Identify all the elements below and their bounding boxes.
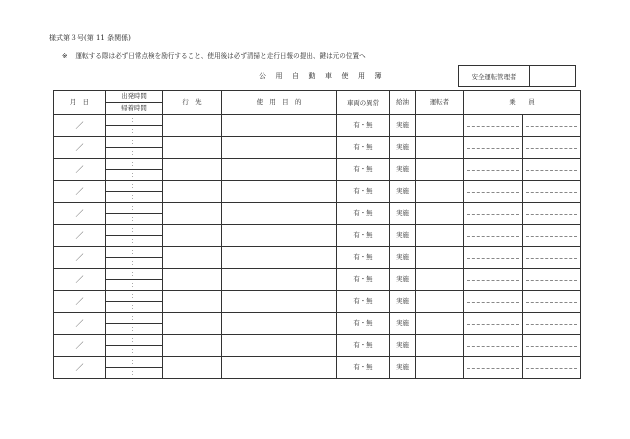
refuel-cell[interactable]: 実施 (390, 181, 416, 203)
passenger-cell[interactable] (523, 181, 581, 203)
header-date: 月 日 (54, 91, 106, 115)
refuel-cell[interactable]: 実施 (390, 335, 416, 357)
destination-cell[interactable] (163, 335, 222, 357)
destination-cell[interactable] (163, 181, 222, 203)
passenger-cell[interactable] (464, 269, 523, 291)
passenger-divider (467, 258, 519, 259)
destination-cell[interactable] (163, 225, 222, 247)
refuel-cell[interactable]: 実施 (390, 313, 416, 335)
return-time-cell[interactable]: ： (106, 170, 163, 181)
passenger-divider (467, 324, 519, 325)
passenger-cell[interactable] (464, 137, 523, 159)
passenger-cell[interactable] (464, 313, 523, 335)
instruction-line (62, 50, 366, 60)
passenger-cell[interactable] (523, 357, 581, 379)
vehicle-issue-cell[interactable]: 有・無 (337, 269, 390, 291)
table-row (54, 247, 581, 258)
instruction-text: 運転する際は必ず日常点検を励行すること、使用後は必ず清掃と走行日報の提出、鍵は元の位置へ (75, 52, 366, 60)
passenger-divider (467, 170, 519, 171)
refuel-cell[interactable]: 実施 (390, 203, 416, 225)
passenger-divider (526, 280, 577, 281)
table-row (54, 137, 581, 148)
safety-manager-box (458, 65, 576, 87)
destination-cell[interactable] (163, 137, 222, 159)
purpose-cell[interactable] (222, 225, 337, 247)
purpose-cell[interactable] (222, 335, 337, 357)
destination-cell[interactable] (163, 247, 222, 269)
destination-cell[interactable] (163, 313, 222, 335)
passenger-divider (467, 126, 519, 127)
refuel-cell[interactable]: 実施 (390, 225, 416, 247)
refuel-cell[interactable]: 実施 (390, 269, 416, 291)
destination-cell[interactable] (163, 357, 222, 379)
purpose-cell[interactable] (222, 115, 337, 137)
passenger-divider (467, 148, 519, 149)
departure-time-cell[interactable]: ： (106, 159, 163, 170)
header-driver: 運転者 (416, 91, 464, 115)
header-purpose: 使 用 目 的 (222, 91, 337, 115)
table-row (54, 357, 581, 368)
table-row (54, 203, 581, 214)
passenger-divider (526, 324, 577, 325)
passenger-divider (526, 302, 577, 303)
departure-time-cell[interactable]: ： (106, 313, 163, 324)
date-cell[interactable]: ／ (54, 269, 106, 291)
passenger-cell[interactable] (523, 269, 581, 291)
return-time-cell[interactable]: ： (106, 258, 163, 269)
header-vehicle-issue: 車両の異常 (337, 91, 390, 115)
departure-time-cell[interactable]: ： (106, 335, 163, 346)
passenger-divider (526, 192, 577, 193)
driver-cell[interactable] (416, 313, 464, 335)
vehicle-issue-cell[interactable]: 有・無 (337, 335, 390, 357)
passenger-divider (526, 368, 577, 369)
vehicle-issue-cell[interactable]: 有・無 (337, 313, 390, 335)
passenger-divider (467, 302, 519, 303)
refuel-cell[interactable]: 実施 (390, 159, 416, 181)
passenger-divider (467, 192, 519, 193)
vehicle-issue-cell[interactable]: 有・無 (337, 181, 390, 203)
vehicle-issue-cell[interactable]: 有・無 (337, 137, 390, 159)
refuel-cell[interactable]: 実施 (390, 137, 416, 159)
passenger-divider (467, 236, 519, 237)
destination-cell[interactable] (163, 159, 222, 181)
departure-time-cell[interactable]: ： (106, 357, 163, 368)
driver-cell[interactable] (416, 137, 464, 159)
table-row (54, 291, 581, 302)
header-departure-time: 出発時間 (106, 91, 163, 103)
driver-cell[interactable] (416, 269, 464, 291)
passenger-cell[interactable] (464, 203, 523, 225)
refuel-cell[interactable]: 実施 (390, 115, 416, 137)
driver-cell[interactable] (416, 247, 464, 269)
refuel-cell[interactable]: 実施 (390, 291, 416, 313)
driver-cell[interactable] (416, 115, 464, 137)
passenger-divider (467, 214, 519, 215)
table-row (54, 225, 581, 236)
return-time-cell[interactable]: ： (106, 302, 163, 313)
passenger-divider (526, 258, 577, 259)
destination-cell[interactable] (163, 269, 222, 291)
passenger-divider (467, 280, 519, 281)
purpose-cell[interactable] (222, 291, 337, 313)
driver-cell[interactable] (416, 159, 464, 181)
safety-manager-seal-field[interactable] (530, 66, 575, 86)
departure-time-cell[interactable]: ： (106, 291, 163, 302)
return-time-cell[interactable]: ： (106, 192, 163, 203)
passenger-cell[interactable] (464, 291, 523, 313)
passenger-cell[interactable] (464, 335, 523, 357)
vehicle-issue-cell[interactable]: 有・無 (337, 159, 390, 181)
passenger-cell[interactable] (523, 137, 581, 159)
passenger-cell[interactable] (523, 247, 581, 269)
passenger-cell[interactable] (523, 203, 581, 225)
departure-time-cell[interactable]: ： (106, 115, 163, 126)
passenger-cell[interactable] (523, 225, 581, 247)
passenger-cell[interactable] (464, 247, 523, 269)
date-cell[interactable]: ／ (54, 313, 106, 335)
return-time-cell[interactable]: ： (106, 236, 163, 247)
vehicle-issue-cell[interactable]: 有・無 (337, 225, 390, 247)
purpose-cell[interactable] (222, 247, 337, 269)
destination-cell[interactable] (163, 291, 222, 313)
date-cell[interactable]: ／ (54, 137, 106, 159)
passenger-cell[interactable] (523, 335, 581, 357)
driver-cell[interactable] (416, 335, 464, 357)
purpose-cell[interactable] (222, 313, 337, 335)
departure-time-cell[interactable]: ： (106, 247, 163, 258)
vehicle-issue-cell[interactable]: 有・無 (337, 357, 390, 379)
note-mark: ※ (62, 52, 68, 60)
return-time-cell[interactable]: ： (106, 280, 163, 291)
table-row (54, 269, 581, 280)
date-cell[interactable]: ／ (54, 181, 106, 203)
departure-time-cell[interactable]: ： (106, 203, 163, 214)
passenger-divider (467, 368, 519, 369)
destination-cell[interactable] (163, 203, 222, 225)
return-time-cell[interactable]: ： (106, 368, 163, 379)
driver-cell[interactable] (416, 225, 464, 247)
vehicle-issue-cell[interactable]: 有・無 (337, 115, 390, 137)
purpose-cell[interactable] (222, 137, 337, 159)
passenger-cell[interactable] (523, 159, 581, 181)
driver-cell[interactable] (416, 203, 464, 225)
purpose-cell[interactable] (222, 159, 337, 181)
vehicle-log-table (53, 90, 581, 379)
purpose-cell[interactable] (222, 203, 337, 225)
passenger-divider (526, 126, 577, 127)
passenger-divider (526, 214, 577, 215)
refuel-cell[interactable]: 実施 (390, 357, 416, 379)
header-destination: 行 先 (163, 91, 222, 115)
return-time-cell[interactable]: ： (106, 346, 163, 357)
purpose-cell[interactable] (222, 357, 337, 379)
passenger-cell[interactable] (464, 357, 523, 379)
date-cell[interactable]: ／ (54, 291, 106, 313)
passenger-cell[interactable] (523, 115, 581, 137)
return-time-cell[interactable]: ： (106, 214, 163, 225)
vehicle-issue-cell[interactable]: 有・無 (337, 291, 390, 313)
passenger-cell[interactable] (464, 115, 523, 137)
passenger-divider (467, 346, 519, 347)
date-cell[interactable]: ／ (54, 203, 106, 225)
departure-time-cell[interactable]: ： (106, 181, 163, 192)
date-cell[interactable]: ／ (54, 335, 106, 357)
date-cell[interactable]: ／ (54, 115, 106, 137)
purpose-cell[interactable] (222, 269, 337, 291)
passenger-divider (526, 148, 577, 149)
header-refuel: 給油 (390, 91, 416, 115)
passenger-cell[interactable] (523, 291, 581, 313)
passenger-divider (526, 346, 577, 347)
header-return-time: 帰着時間 (106, 103, 163, 115)
date-cell[interactable]: ／ (54, 159, 106, 181)
driver-cell[interactable] (416, 181, 464, 203)
driver-cell[interactable] (416, 357, 464, 379)
table-row (54, 181, 581, 192)
table-row (54, 313, 581, 324)
page-title: 公用自動車使用簿 (259, 72, 391, 80)
passenger-divider (526, 170, 577, 171)
purpose-cell[interactable] (222, 181, 337, 203)
return-time-cell[interactable]: ： (106, 148, 163, 159)
passenger-cell[interactable] (464, 181, 523, 203)
refuel-cell[interactable]: 実施 (390, 247, 416, 269)
return-time-cell[interactable]: ： (106, 324, 163, 335)
table-row (54, 159, 581, 170)
passenger-divider (526, 236, 577, 237)
departure-time-cell[interactable]: ： (106, 137, 163, 148)
departure-time-cell[interactable]: ： (106, 225, 163, 236)
passenger-cell[interactable] (523, 313, 581, 335)
return-time-cell[interactable]: ： (106, 126, 163, 137)
date-cell[interactable]: ／ (54, 357, 106, 379)
driver-cell[interactable] (416, 291, 464, 313)
vehicle-issue-cell[interactable]: 有・無 (337, 203, 390, 225)
departure-time-cell[interactable]: ： (106, 269, 163, 280)
passenger-cell[interactable] (464, 225, 523, 247)
table-row (54, 335, 581, 346)
header-passengers: 乗 員 (464, 91, 581, 115)
date-cell[interactable]: ／ (54, 225, 106, 247)
date-cell[interactable]: ／ (54, 247, 106, 269)
table-row (54, 115, 581, 126)
safety-manager-label: 安全運転管理者 (459, 66, 530, 86)
destination-cell[interactable] (163, 115, 222, 137)
passenger-cell[interactable] (464, 159, 523, 181)
vehicle-issue-cell[interactable]: 有・無 (337, 247, 390, 269)
form-id-label: 様式第３号(第 11 条関係) (49, 34, 131, 42)
